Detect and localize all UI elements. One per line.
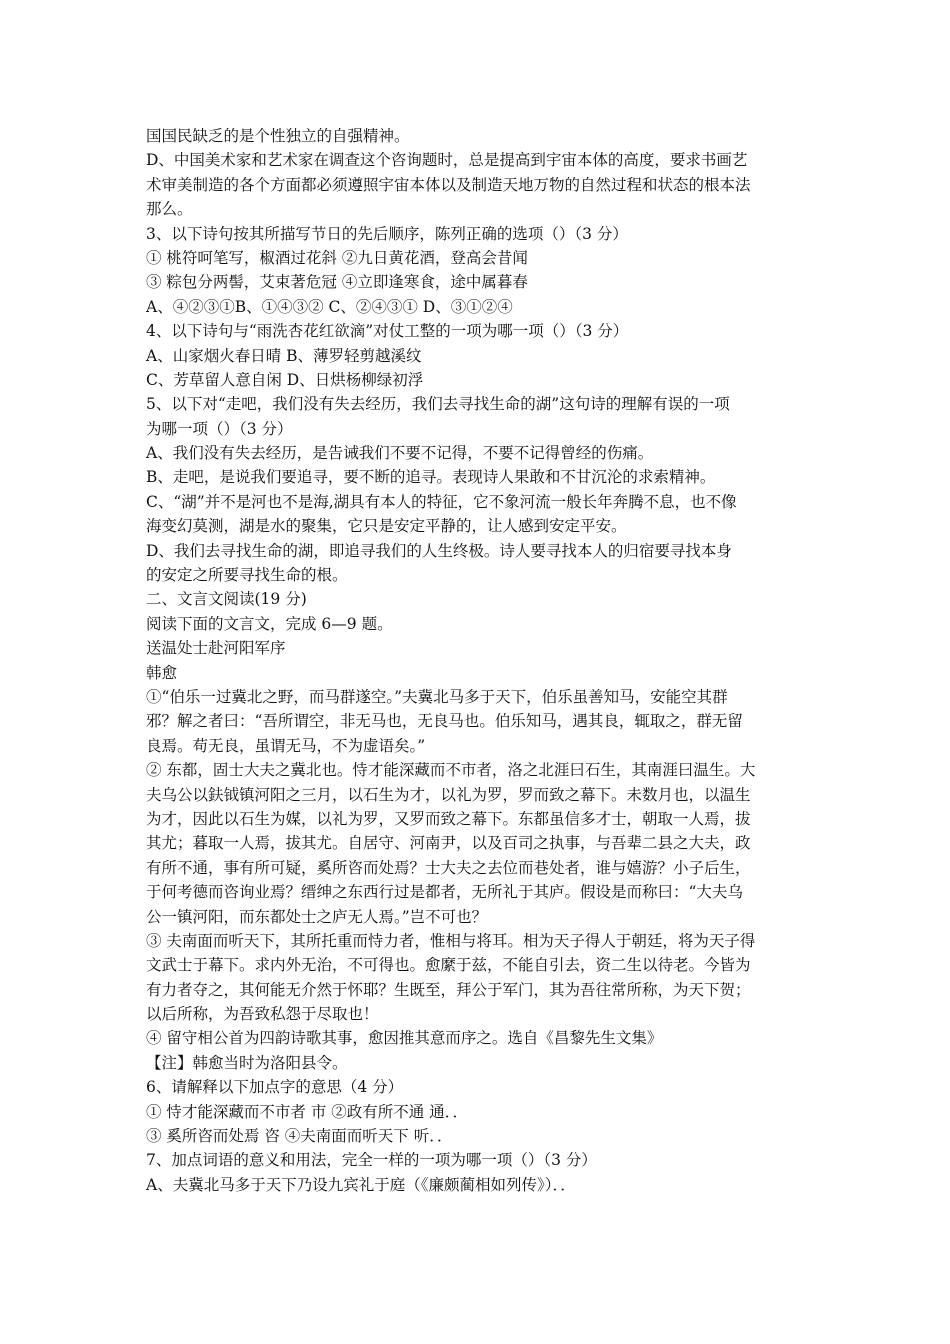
text-line: C、芳草留人意自闲 D、日烘杨柳绿初浮	[146, 370, 424, 389]
text-line: 阅读下面的文言文，完成 6—9 题。	[146, 614, 393, 633]
text-line: ① 恃才能深藏而不市者 市 ②政有所不通 通．．	[146, 1102, 468, 1121]
text-line: A、我们没有失去经历，是告诫我们不要不记得，不要不记得曾经的伤痛。	[146, 444, 654, 463]
text-line: ③ 粽包分两髻，艾束著危冠 ④立即逢寒食，途中属暮春	[146, 273, 528, 292]
text-line: ④ 留守相公首为四韵诗歌其事，愈因推其意而序之。选自《昌黎先生文集》	[146, 1029, 663, 1048]
passage-title: 送温处士赴河阳军序	[146, 639, 286, 658]
text-line: ①“伯乐一过冀北之野，而马群遂空。”夫冀北马多于天下，伯乐虽善知马，安能空其群	[146, 687, 728, 706]
text-line: ③ 奚所咨而处焉 咨 ④夫南面而听天下 听．．	[146, 1127, 453, 1146]
text-line: 公一镇河阳，而东都处士之庐无人焉。”岂不可也？	[146, 907, 488, 926]
text-line: 以后所称，为吾致私怨于尽取也！	[146, 1005, 379, 1024]
text-line: 文武士于幕下。求内外无治，不可得也。愈縻于兹，不能自引去，资二生以待老。今皆为	[146, 956, 751, 975]
text-line: 为才，因此以石生为媒，以礼为罗，又罗而致之幕下。东都虽信多才士，朝取一人焉，拔	[146, 809, 751, 828]
question-6-line: 6、请解释以下加点字的意思（4 分）	[146, 1078, 404, 1097]
text-line: 海变幻莫测，湖是水的聚集，它只是安定平静的，让人感到安定平安。	[146, 517, 627, 536]
text-line: 夫乌公以鈇钺镇河阳之三月，以石生为才，以礼为罗，罗而致之幕下。未数月也，以温生	[146, 785, 751, 804]
text-line: 其尤；暮取一人焉，拔其尤。自居守、河南尹，以及百司之执事，与吾辈二县之大夫，政	[146, 834, 751, 853]
text-line: C、“湖”并不是河也不是海,湖具有本人的特征，它不象河流一般长年奔腾不息，也不像	[146, 492, 737, 511]
section-heading: 二、文言文阅读(19 分)	[146, 590, 307, 609]
text-line: A、④②③①B、①④③② C、②④③① D、③①②④	[146, 297, 513, 316]
text-line: 于何考德而咨询业焉？缙绅之东西行过是都者，无所礼于其庐。假设是而称曰：“大夫乌	[146, 883, 743, 902]
question-7-line: 7、加点词语的意义和用法，完全一样的一项为哪一项（）（3 分）	[146, 1151, 597, 1170]
text-line: D、我们去寻找生命的湖，即追寻我们的人生终极。诗人要寻找本人的归宿要寻找本身	[146, 541, 732, 560]
text-line: A、夫冀北马多于天下乃设九宾礼于庭（《廉颇蔺相如列传》）．．	[146, 1175, 576, 1194]
text-line: 术审美制造的各个方面都必须遵照宇宙本体以及制造天地万物的自然过程和状态的根本法	[146, 175, 751, 194]
text-line: D、中国美术家和艺术家在调查这个咨询题时，总是提高到宇宙本体的高度，要求书画艺	[146, 151, 748, 170]
text-line: 为哪一项（）（3 分）	[146, 419, 293, 438]
question-4-line: 4、以下诗句与“雨洗杏花红欲滴”对仗工整的一项为哪一项（）（3 分）	[146, 322, 629, 341]
text-line: 有所不通，事有所可疑，奚所咨而处焉？士大夫之去位而巷处者，谁与嬉游？小子后生，	[146, 858, 751, 877]
question-5-line: 5、以下对“走吧，我们没有失去经历，我们去寻找生命的湖”这句诗的理解有误的一项	[146, 395, 730, 414]
question-3-line: 3、以下诗句按其所描写节日的先后顺序，陈列正确的选项（）（3 分）	[146, 224, 628, 243]
text-line: ③ 夫南面而听天下，其所托重而恃力者，惟相与将耳。相为天子得人于朝廷，将为天子得	[146, 931, 756, 950]
note-line: 【注】韩愈当时为洛阳县令。	[146, 1053, 348, 1072]
text-line: 的安定之所要寻找生命的根。	[146, 566, 348, 585]
text-line: ① 桃符呵笔写，椒酒过花斜 ②九日黄花酒，登高会昔闻	[146, 248, 528, 267]
text-line: A、山家烟火春日晴 B、薄罗轻剪越溪纹	[146, 346, 422, 365]
text-line: B、走吧，是说我们要追寻，要不断的追寻。表现诗人果敢和不甘沉沦的求索精神。	[146, 468, 716, 487]
passage-author: 韩愈	[146, 663, 178, 682]
document-page	[146, 124, 816, 1197]
text-line: 国国民缺乏的是个性独立的自强精神。	[146, 127, 410, 145]
text-line: 有力者夺之，其何能无介然于怀耶？生既至，拜公于军门，其为吾往常所称，为天下贺；	[146, 980, 751, 999]
text-line: 良焉。苟无良，虽谓无马，不为虚语矣。”	[146, 736, 426, 755]
text-line: 邪？解之者曰：“吾所谓空，非无马也，无良马也。伯乐知马，遇其良，辄取之，群无留	[146, 712, 743, 731]
text-line: ② 东都，固士大夫之冀北也。恃才能深藏而不市者，洛之北涯曰石生，其南涯曰温生。大	[146, 761, 756, 780]
text-line: 那么。	[146, 200, 193, 219]
